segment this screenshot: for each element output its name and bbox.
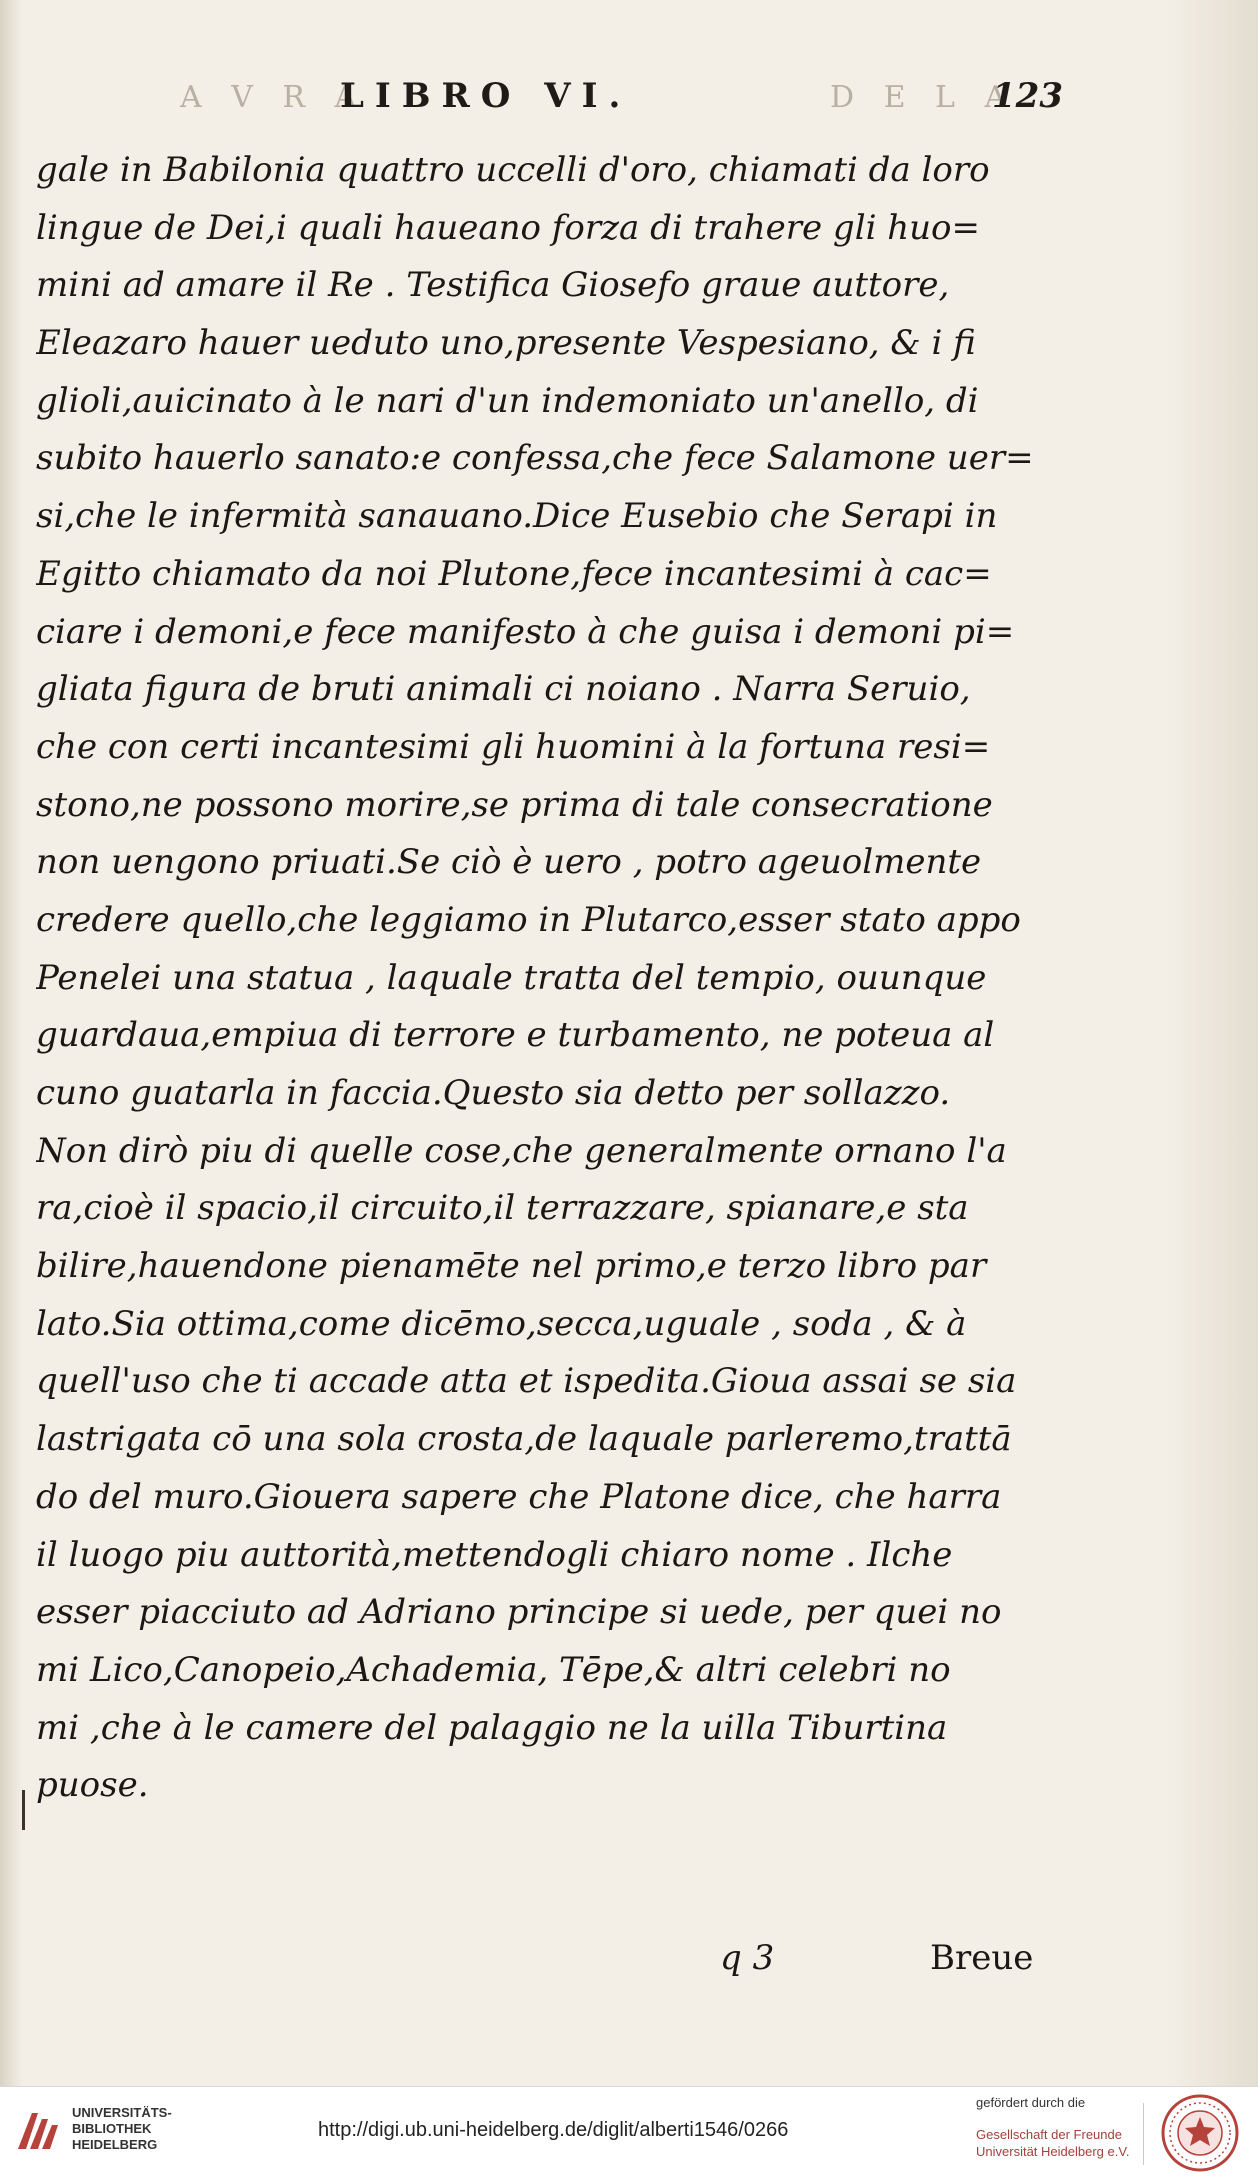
library-name-line: UNIVERSITÄTS- [72,2105,172,2120]
running-header: LIBRO VI. [340,76,632,116]
viewer-footer [0,2086,1258,2177]
page-gutter-shadow [0,0,22,2086]
text-line: lastrigata cō una sola crosta,de laquale parleremo,trattā [36,1419,1012,1460]
text-line: lingue de Dei,i quali haueano forza di trahere gli huo= [36,207,980,248]
text-line: credere quello,che leggiamo in Plutarco,esser stato appo [36,899,1021,940]
text-line: puose. [36,1765,149,1806]
text-line: stono,ne possono morire,se prima di tale consecratione [36,784,993,825]
sponsor-name-line: Universität Heidelberg e.V. [976,2144,1130,2159]
text-line: cuno guatarla in faccia.Questo sia detto per sollazzo. [36,1073,951,1113]
text-line: mi Lico,Canopeio,Achademia, Tēpe,& altri celebri no [36,1649,951,1690]
text-line: mini ad amare il Re . Testifica Giosefo graue auttore, [36,265,950,306]
text-line: glioli,auicinato à le nari d'un indemoniato un'anello, di [36,380,979,421]
sponsor-block [976,2095,1146,2160]
permalink-url[interactable]: http://digi.ub.uni-heidelberg.de/diglit/alberti1546/0266 [318,2119,789,2141]
text-line: che con certi incantesimi gli huomini à la fortuna resi= [36,726,991,767]
sponsor-label: gefördert durch die [976,2095,1086,2110]
text-line: il luogo piu auttorità,mettendogli chiaro nome . Ilche [36,1534,953,1575]
sponsor-name [976,2126,1146,2160]
text-line: bilire,hauendone pienamēte nel primo,e terzo libro par [36,1246,987,1287]
text-line: lato.Sia ottima,come dicēmo,secca,uguale , soda , & à [36,1303,967,1344]
text-line: gliata figura de bruti animali ci noiano . Narra Seruio, [36,669,971,710]
text-line: subito hauerlo sanato:e confessa,che fece Salamone uer= [36,438,1034,479]
library-name-line: BIBLIOTHEK [72,2121,152,2136]
text-line: mi ,che à le camere del palaggio ne la uilla Tiburtina [36,1707,948,1748]
bleed-through-left: A V R A [180,80,367,115]
page-edge-shadow [1168,0,1258,2086]
university-library-logo-icon [12,2105,64,2157]
footer-divider [1143,2103,1144,2165]
text-line: guardaua,empiua di terrore e turbamento, ne poteua al [36,1015,995,1056]
signature-mark: q 3 [720,1938,775,1978]
text-line: do del muro.Giouera sapere che Platone dice, che harra [36,1476,1002,1517]
text-line: esser piacciuto ad Adriano principe si uede, per quei no [36,1592,1002,1633]
sponsor-name-line: Gesellschaft der Freunde [976,2127,1122,2142]
text-line: Non dirò piu di quelle cose,che generalmente ornano l'a [36,1130,1007,1171]
bleed-through-right: D E L A [830,80,1017,115]
text-line: ciare i demoni,e fece manifesto à che guisa i demoni pi= [36,611,1015,652]
text-line: non uengono priuati.Se ciò è uero , potro ageuolmente [36,842,982,883]
text-line: si,che le infermità sanauano.Dice Eusebio che Serapi in [36,496,998,537]
catchword: Breue [930,1938,1034,1978]
society-seal-icon [1160,2093,1240,2173]
text-line: Eleazaro hauer ueduto uno,presente Vespesiano, & i fi [36,323,976,364]
text-line: ra,cioè il spacio,il circuito,il terrazzare, spianare,e sta [36,1188,969,1229]
text-line: quell'uso che ti accade atta et ispedita.Gioua assai se sia [36,1361,1017,1402]
margin-mark [22,1790,25,1830]
library-name-line: HEIDELBERG [72,2137,158,2152]
body-text [36,142,1046,1815]
text-line: Egitto chiamato da noi Plutone,fece incantesimi à cac= [36,553,992,594]
page-number: 123 [992,76,1063,116]
text-line: gale in Babilonia quattro uccelli d'oro, chiamati da loro [36,150,990,190]
university-library-name [72,2105,172,2153]
text-line: Penelei una statua , laquale tratta del tempio, ouunque [36,957,987,998]
